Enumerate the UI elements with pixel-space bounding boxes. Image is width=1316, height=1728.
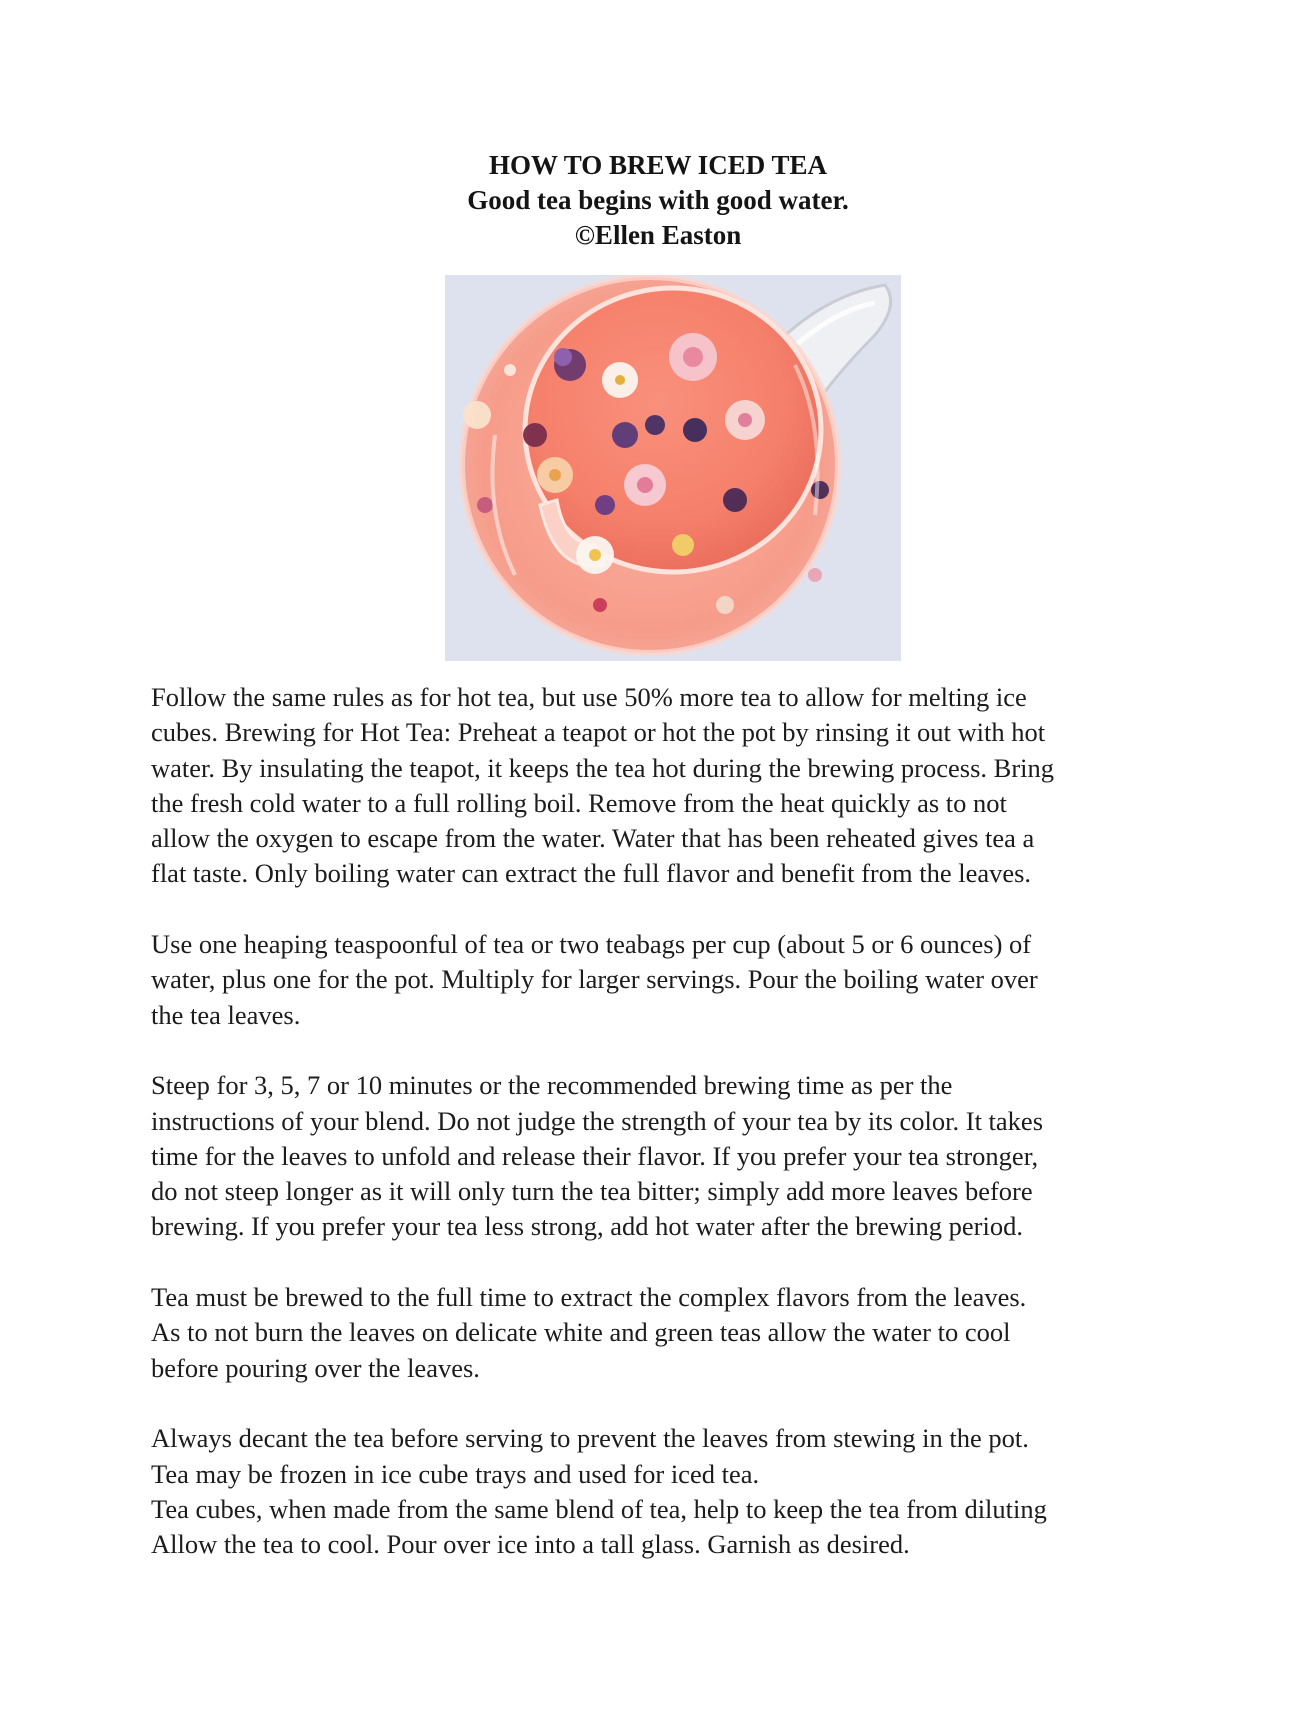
- text-line: brewing. If you prefer your tea less strong, add hot water after the brewing period.: [151, 1211, 1023, 1242]
- text-line: allow the oxygen to escape from the water. Water that has been reheated gives tea a: [151, 823, 1035, 854]
- text-line: Tea may be frozen in ice cube trays and used for iced tea.: [151, 1458, 760, 1489]
- document-subtitle: Good tea begins with good water.: [467, 185, 849, 215]
- text-line: flat taste. Only boiling water can extract the full flavor and benefit from the leaves.: [151, 858, 1032, 889]
- iced-tea-photo: [445, 275, 901, 661]
- text-line: Use one heaping teaspoonful of tea or two teabags per cup (about 5 or 6 ounces) of: [151, 929, 1032, 960]
- text-line: Follow the same rules as for hot tea, but use 50% more tea to allow for melting ice: [151, 682, 1027, 712]
- paragraph-brewing-basics: [151, 680, 1211, 892]
- document-author: ©Ellen Easton: [574, 220, 742, 250]
- text-line: time for the leaves to unfold and release their flavor. If you prefer your tea stronger,: [151, 1140, 1039, 1171]
- text-line: Always decant the tea before serving to prevent the leaves from stewing in the pot.: [151, 1423, 1029, 1454]
- text-line: water, plus one for the pot. Multiply for larger servings. Pour the boiling water over: [151, 964, 1038, 995]
- text-line: Tea cubes, when made from the same blend of tea, help to keep the tea from diluting: [151, 1493, 1047, 1524]
- paragraph-full-time: [151, 1280, 1211, 1386]
- text-line: Steep for 3, 5, 7 or 10 minutes or the recommended brewing time as per the: [151, 1070, 953, 1101]
- article-body: [151, 680, 1211, 1562]
- paragraph-serving: [151, 1421, 1211, 1562]
- text-line: Tea must be brewed to the full time to extract the complex flavors from the leaves.: [151, 1282, 1027, 1313]
- text-line: As to not burn the leaves on delicate white and green teas allow the water to cool: [151, 1317, 1011, 1348]
- text-line: before pouring over the leaves.: [151, 1352, 480, 1383]
- text-line: do not steep longer as it will only turn the tea bitter; simply add more leaves before: [151, 1176, 1033, 1207]
- text-line: Allow the tea to cool. Pour over ice into a tall glass. Garnish as desired.: [151, 1529, 910, 1560]
- text-line: water. By insulating the teapot, it keeps the tea hot during the brewing process. Bring: [151, 752, 1055, 783]
- text-line: cubes. Brewing for Hot Tea: Preheat a teapot or hot the pot by rinsing it out with hot: [151, 717, 1046, 748]
- pitcher-illustration: [445, 275, 901, 661]
- document-header: [0, 148, 1316, 253]
- text-line: the tea leaves.: [151, 999, 301, 1030]
- text-line: instructions of your blend. Do not judge the strength of your tea by its color. It takes: [151, 1105, 1044, 1136]
- paragraph-steeping: [151, 1068, 1211, 1244]
- text-line: the fresh cold water to a full rolling boil. Remove from the heat quickly as to not: [151, 787, 1007, 818]
- paragraph-measuring: [151, 927, 1211, 1033]
- document-title: HOW TO BREW ICED TEA: [488, 150, 828, 180]
